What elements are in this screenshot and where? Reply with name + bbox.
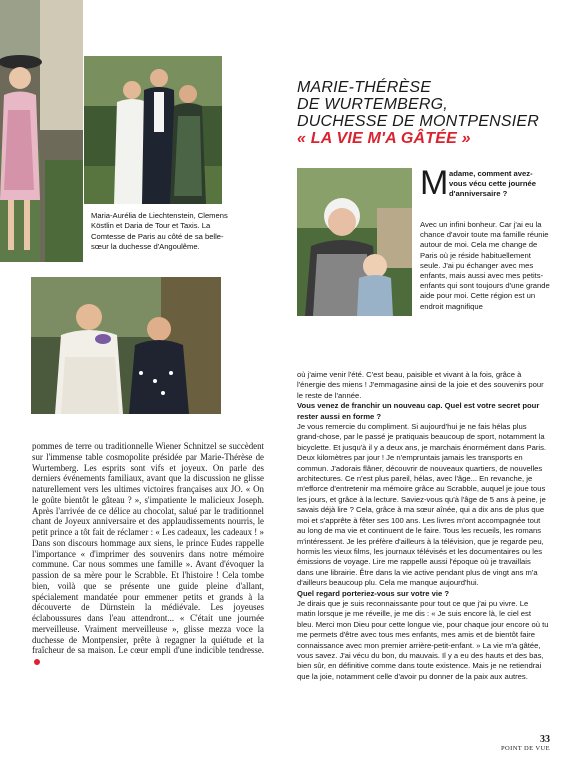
interview-answer-1-intro: [420, 220, 550, 312]
interview-question-1: adame, comment avez-vous vécu cette journée d'anniversaire ?: [449, 169, 537, 199]
answer-1-continued: où j'aime venir l'été. C'est beau, paisible et vivant à la fois, grâce à l'énergie des miens ! J'emmagasine ainsi de la joie et des souvenirs pour le reste de l'année.: [297, 370, 544, 400]
left-column-body: pommes de terre ou traditionnelle Wiener Schnitzel se succèdent sur l'immense table cosmopolite présidée par Marie-Thérèse de Wurtemberg. Les esprits sont vifs et joyeux. On parle des derniers événements familiaux, avant que la discussion ne glisse naturellement vers les ultimes victoires françaises aux JO. « On le goûte bientôt le gâteau ? », s'impatiente le malicieux Joseph. Après l'arrivée de ce délice au chocolat, salué par le traditionnel chant de Joyeux anniversaire et des applaudissements nourris, le petit prince a tôt fait de réclamer : « Les cadeaux, les cadeaux ! » Dans son discours hommage aux siens, le prince Eudes rappelle l'importance « d'imprimer des souvenirs dans notre mémoire commune. Car nous sommes une famille ». Avant d'évoquer la passion de sa mère pour le Scrabble. Et l'histoire ! Cela tombe bien, voilà que se présente une guide pleine d'allant, spécialement mandatée pour emmener petits et grands à la découverte de Dürnstein la médiévale. Les joyeuses éclaboussures dans l'eau attendront... « C'était une journée merveilleuse. Vraiment merveilleuse », glisse mezza voce la duchesse de Montpensier, prête à regagner la quiétude et la fraîcheur de sa maison. Le cœur empli d'une indicible tendresse.: [32, 441, 264, 656]
photo-family-graphic: [84, 56, 222, 204]
interview-answer-2: Je vous remercie du compliment. Si aujourd'hui je ne fais hélas plus grand-chose, par le passé je pratiquais beaucoup de sport, notamment la bicyclette. Et jusqu'à il y a deux ans, je marchais énormément dans Paris. Deux kilomètres par jour ! Je n'empruntais jamais les transports en commun. J'adorais flâner, découvrir de nouveaux quartiers, de nouvelles architectures. Ce n'est plus pareil, hélas, avec l'âge... En revanche, je m'efforce d'entretenir ma mémoire grâce au Scrabble, auquel je joue tous les jours, et grâce à la lecture. Saviez-vous qu'à l'âge de 5 ans à peine, je savais déjà lire ? Cela, grâce à ma sœur aînée, qui a dix ans de plus que moi et s'apprête à fêter ses 100 ans. Les livres m'ont accompagnée tout au long de ma vie et continuent de le faire. Tous les recueils, les romans m'intéressent. Je les préfère d'ailleurs à la télévision, que je regarde peu, hormis les vieux films, les journaux télévisés et les documentaires ou les émissions de voyage. Lire me rappelle aussi l'époque où je travaillais dans une librairie. Être dans la vie active pendant plus de vingt ans m'a d'ailleurs beaucoup plu. Cela me manque aujourd'hui.: [297, 422, 547, 588]
magazine-name: POINT DE VUE: [501, 745, 550, 752]
interview-question-2: Vous venez de franchir un nouveau cap. Quel est votre secret pour rester aussi en forme ?: [297, 401, 540, 421]
headline-quote: « LA VIE M'A GÂTÉE »: [297, 130, 471, 147]
photo-family-group: [84, 56, 222, 204]
interview-answer-3: Je dirais que je suis reconnaissante pour tout ce que j'ai pu vivre. Le matin lorsque je me réveille, je me dis : « Je suis encore là, le ciel est bleu. Merci mon Dieu pour cette longue vie, pour chaque jour encore où tu me permets d'être avec tous mes enfants, mes amis et de bientôt faire connaissance avec mon premier arrière-petit-enfant. » La vie m'a gâtée, vous savez. J'ai vécu du bon, du mauvais. Il y a eu des hauts et des bas, bien sûr, en définitive comme dans toute existence. Mais je ne retiendrai que la joie, notamment celle d'avoir pu donner de la paix aux autres.: [297, 598, 549, 681]
answer-1-intro-text: Avec un infini bonheur. Car j'ai eu la chance d'avoir toute ma famille réunie autour de moi. Cela me change de Paris où je réside habituellement seule. J'ai pu échanger avec mes enfants, mais aussi avec mes petits-enfants qui sont toujours d'une grande aide pour moi. Cette région est un endroit magnifique: [420, 220, 550, 311]
article-headline: [297, 79, 557, 147]
page-footer: [501, 734, 550, 752]
left-column-paragraph: [32, 441, 264, 667]
photo-duchess-graphic: [297, 168, 412, 316]
interview-question-3: Quel regard porteriez-vous sur votre vie ?: [297, 588, 450, 598]
article-end-mark: [34, 659, 40, 665]
left-column-text: [32, 441, 264, 667]
photo-women-graphic: [31, 277, 221, 414]
photo-duchess-with-baby: [297, 168, 412, 316]
photo-two-women: [31, 277, 221, 414]
drop-cap: M: [420, 164, 449, 202]
photo-girl-graphic: [0, 0, 83, 262]
headline-line-2: DE WURTEMBERG,: [297, 96, 448, 113]
photo-girl-with-hat: [0, 0, 83, 262]
photo-caption: Maria-Aurélia de Liechtenstein, Clemens Köstlin et Daria de Tour et Taxis. La Comtesse de Paris au côté de sa belle-sœur la duchesse d'Angoulême.: [91, 211, 228, 252]
headline-line-1: MARIE-THÉRÈSE: [297, 79, 432, 96]
page-number: 33: [540, 734, 550, 745]
right-column-text: [297, 370, 549, 682]
headline-line-3: DUCHESSE DE MONTPENSIER: [297, 113, 539, 130]
